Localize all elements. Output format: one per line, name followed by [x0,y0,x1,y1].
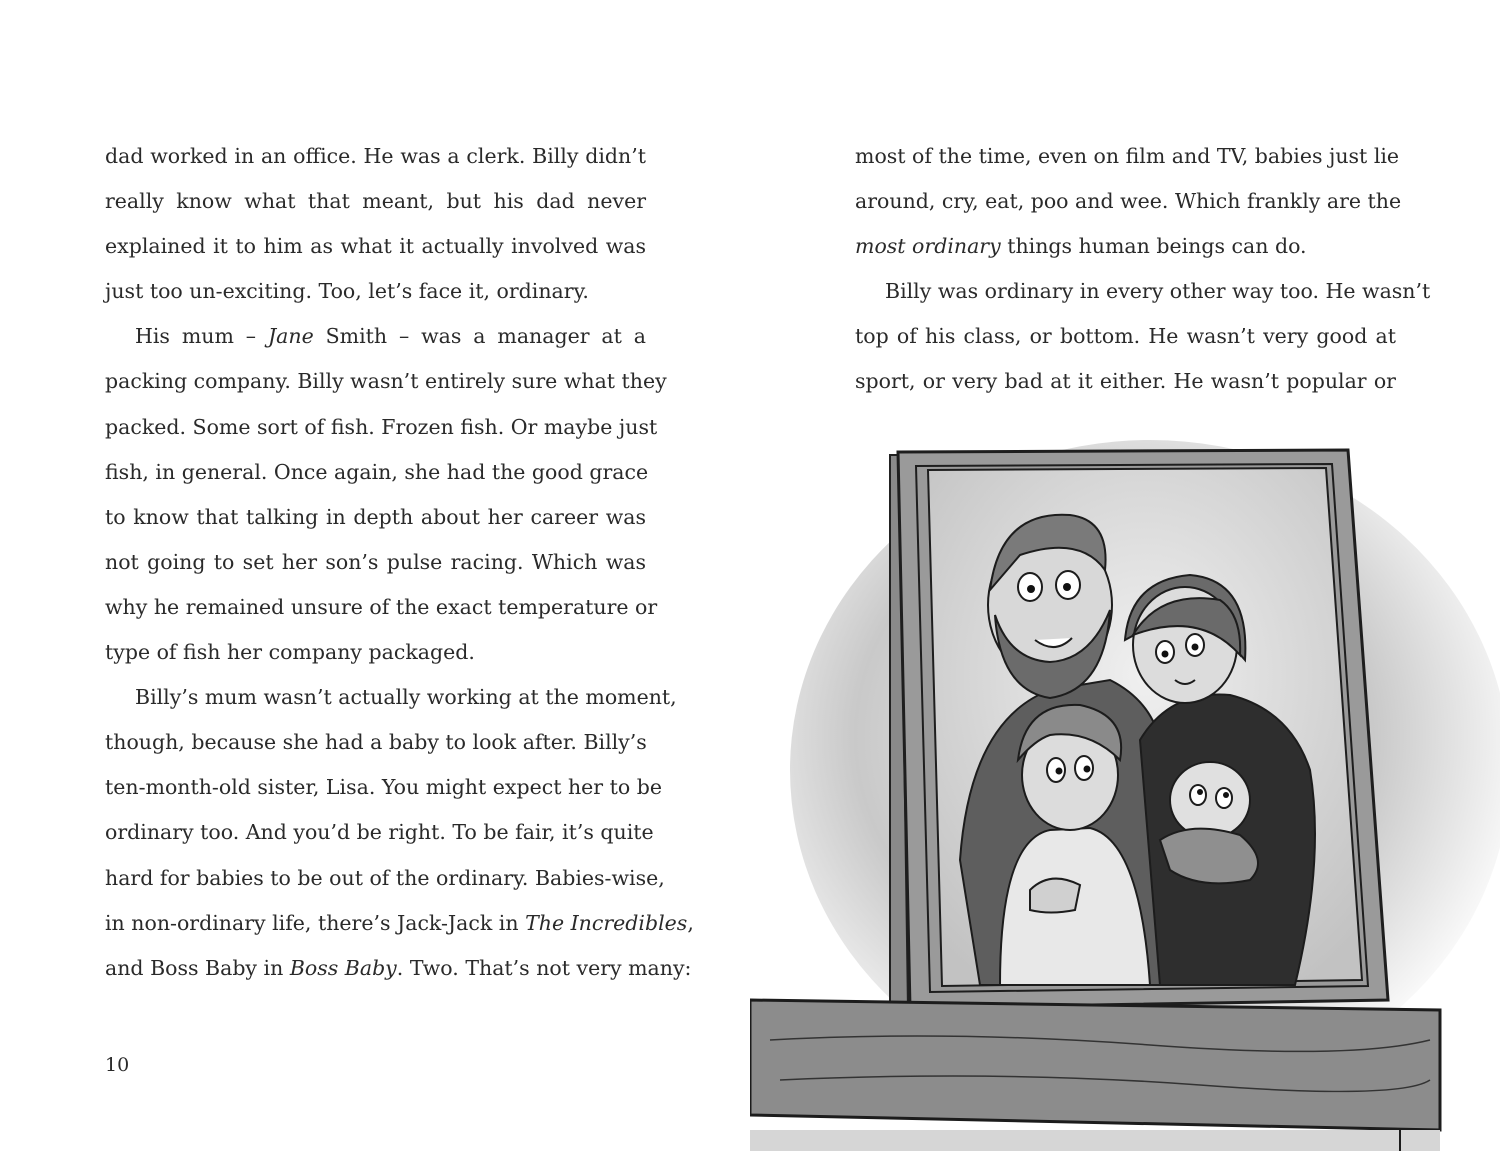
text-line: dad worked in an office. He was a clerk. Billy didn’t [105,144,646,168]
page-number: 10 [105,1054,130,1076]
text-line: just too un-exciting. Too, let’s face it, ordinary. [105,279,589,304]
text-line: really know what that meant, but his dad never [105,189,646,214]
text-line: ordinary too. And you’d be right. To be fair, it’s quite [105,820,654,845]
italic-title-boss-baby: Boss Baby [289,955,397,980]
text-line: Billy’s mum wasn’t actually working at the moment, [135,685,677,710]
text-line: to know that talking in depth about her career was [105,504,646,529]
text-line [855,224,1396,269]
italic-name-jane: Jane [267,324,314,349]
text-line: most of the time, even on film and TV, babies just lie [855,144,1400,168]
text-line: top of his class, or bottom. He wasn’t very good at [855,324,1396,349]
text-line: packed. Some sort of fish. Frozen fish. Or maybe just [105,414,658,439]
family-portrait-illustration [750,440,1500,1151]
text-span: in non-ordinary life, there’s Jack-Jack in [105,910,526,935]
text-line: Billy was ordinary in every other way too. He wasn’t [885,279,1431,304]
text-line: though, because she had a baby to look after. Billy’s [105,730,647,755]
right-page-text [855,134,1431,405]
text-line: sport, or very bad at it either. He wasn’t popular or [855,369,1396,394]
text-line: fish, in general. Once again, she had the good grace [105,459,649,484]
text-span: His mum – [135,324,268,349]
left-page-text [105,134,694,991]
text-line: ten-month-old sister, Lisa. You might expect her to be [105,775,662,800]
text-span: things human beings can do. [1000,234,1307,259]
text-span: and Boss Baby in [105,955,290,980]
text-span: . Two. That’s not very many: [396,955,692,980]
text-line: explained it to him as what it actually involved was [105,234,646,259]
text-span: Smith – was a manager at a [313,324,646,349]
italic-most-ordinary: most ordinary [855,234,1001,259]
text-line: why he remained unsure of the exact temperature or [105,594,658,619]
text-line: packing company. Billy wasn’t entirely sure what they [105,369,667,394]
italic-title-incredibles: The Incredibles [525,910,688,935]
text-line [105,314,646,359]
text-line [105,946,692,991]
text-line: hard for babies to be out of the ordinary. Babies-wise, [105,865,665,890]
text-line [105,901,694,946]
text-line: around, cry, eat, poo and wee. Which frankly are the [855,189,1402,214]
text-span: , [687,910,694,935]
text-line: not going to set her son’s pulse racing. Which was [105,549,646,574]
text-line: type of fish her company packaged. [105,640,475,665]
